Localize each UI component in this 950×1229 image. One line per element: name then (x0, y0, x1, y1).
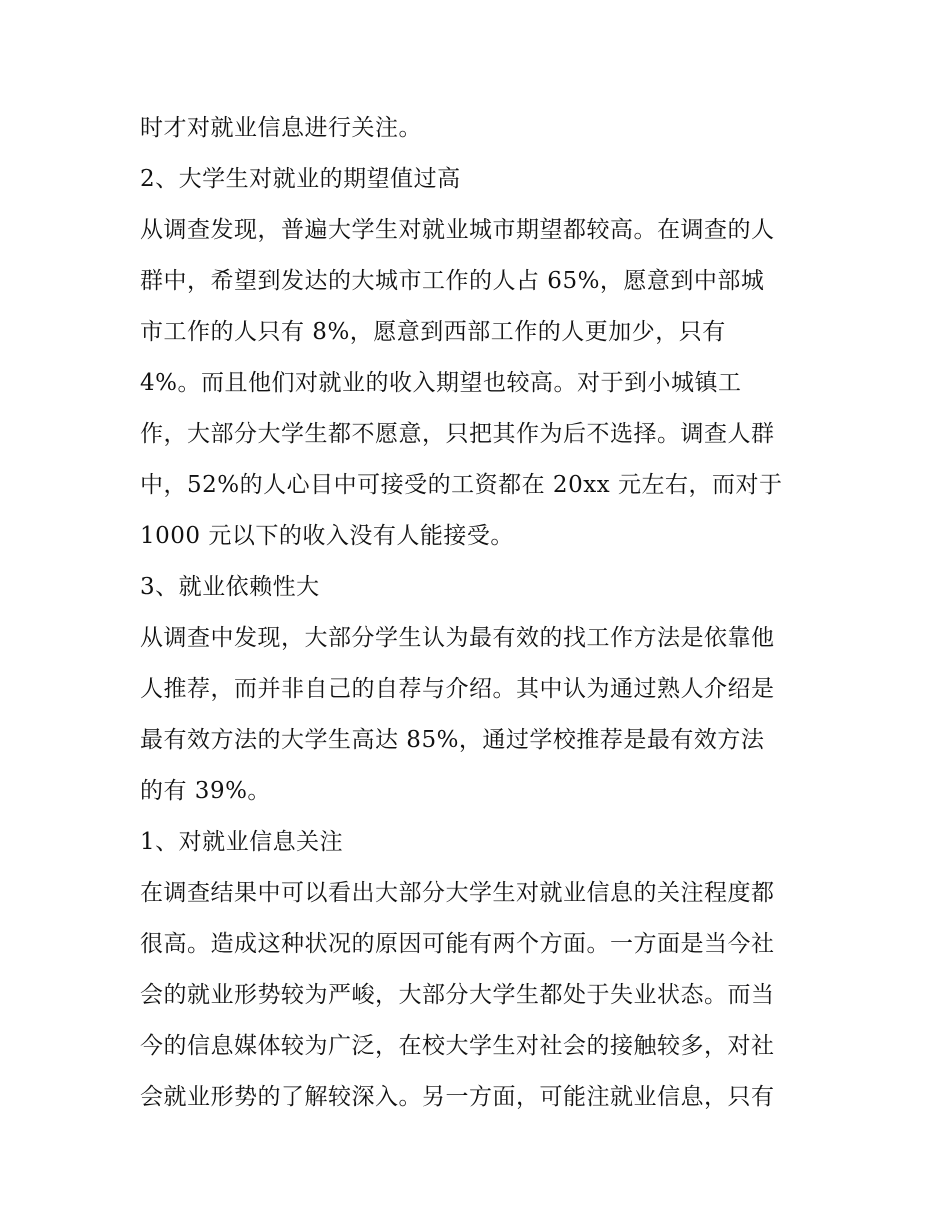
paragraph-line: 从调查中发现，大部分学生认为最有效的找工作方法是依靠他 (140, 625, 775, 651)
paragraph-line: 4%。而且他们对就业的收入期望也较高。对于到小城镇工 (140, 370, 742, 396)
paragraph-line: 中，52%的人心目中可接受的工资都在 20xx 元左右，而对于 (140, 472, 783, 498)
section-heading: 3、就业依赖性大 (140, 574, 320, 600)
paragraph-line: 会的就业形势较为严峻，大部分大学生都处于失业状态。而当 (140, 982, 775, 1008)
paragraph-line: 1000 元以下的收入没有人能接受。 (140, 523, 514, 549)
paragraph-line: 市工作的人只有 8%，愿意到西部工作的人更加少，只有 (140, 319, 726, 345)
paragraph-line: 作，大部分大学生都不愿意，只把其作为后不选择。调查人群 (140, 421, 775, 447)
paragraph-line: 人推荐，而并非自己的自荐与介绍。其中认为通过熟人介绍是 (140, 676, 775, 702)
section-heading: 2、大学生对就业的期望值过高 (140, 166, 461, 192)
paragraph-line: 今的信息媒体较为广泛，在校大学生对社会的接触较多，对社 (140, 1033, 775, 1059)
section-heading: 1、对就业信息关注 (140, 829, 344, 855)
paragraph-line: 从调查发现，普遍大学生对就业城市期望都较高。在调查的人 (140, 217, 775, 243)
paragraph-line: 的有 39%。 (140, 778, 271, 804)
paragraph-line: 时才对就业信息进行关注。 (140, 115, 422, 141)
paragraph-line: 很高。造成这种状况的原因可能有两个方面。一方面是当今社 (140, 931, 775, 957)
paragraph-line: 会就业形势的了解较深入。另一方面，可能注就业信息，只有 (140, 1084, 775, 1110)
paragraph-line: 最有效方法的大学生高达 85%，通过学校推荐是最有效方法 (140, 727, 765, 753)
paragraph-line: 在调查结果中可以看出大部分大学生对就业信息的关注程度都 (140, 880, 775, 906)
paragraph-line: 群中，希望到发达的大城市工作的人占 65%，愿意到中部城 (140, 268, 765, 294)
